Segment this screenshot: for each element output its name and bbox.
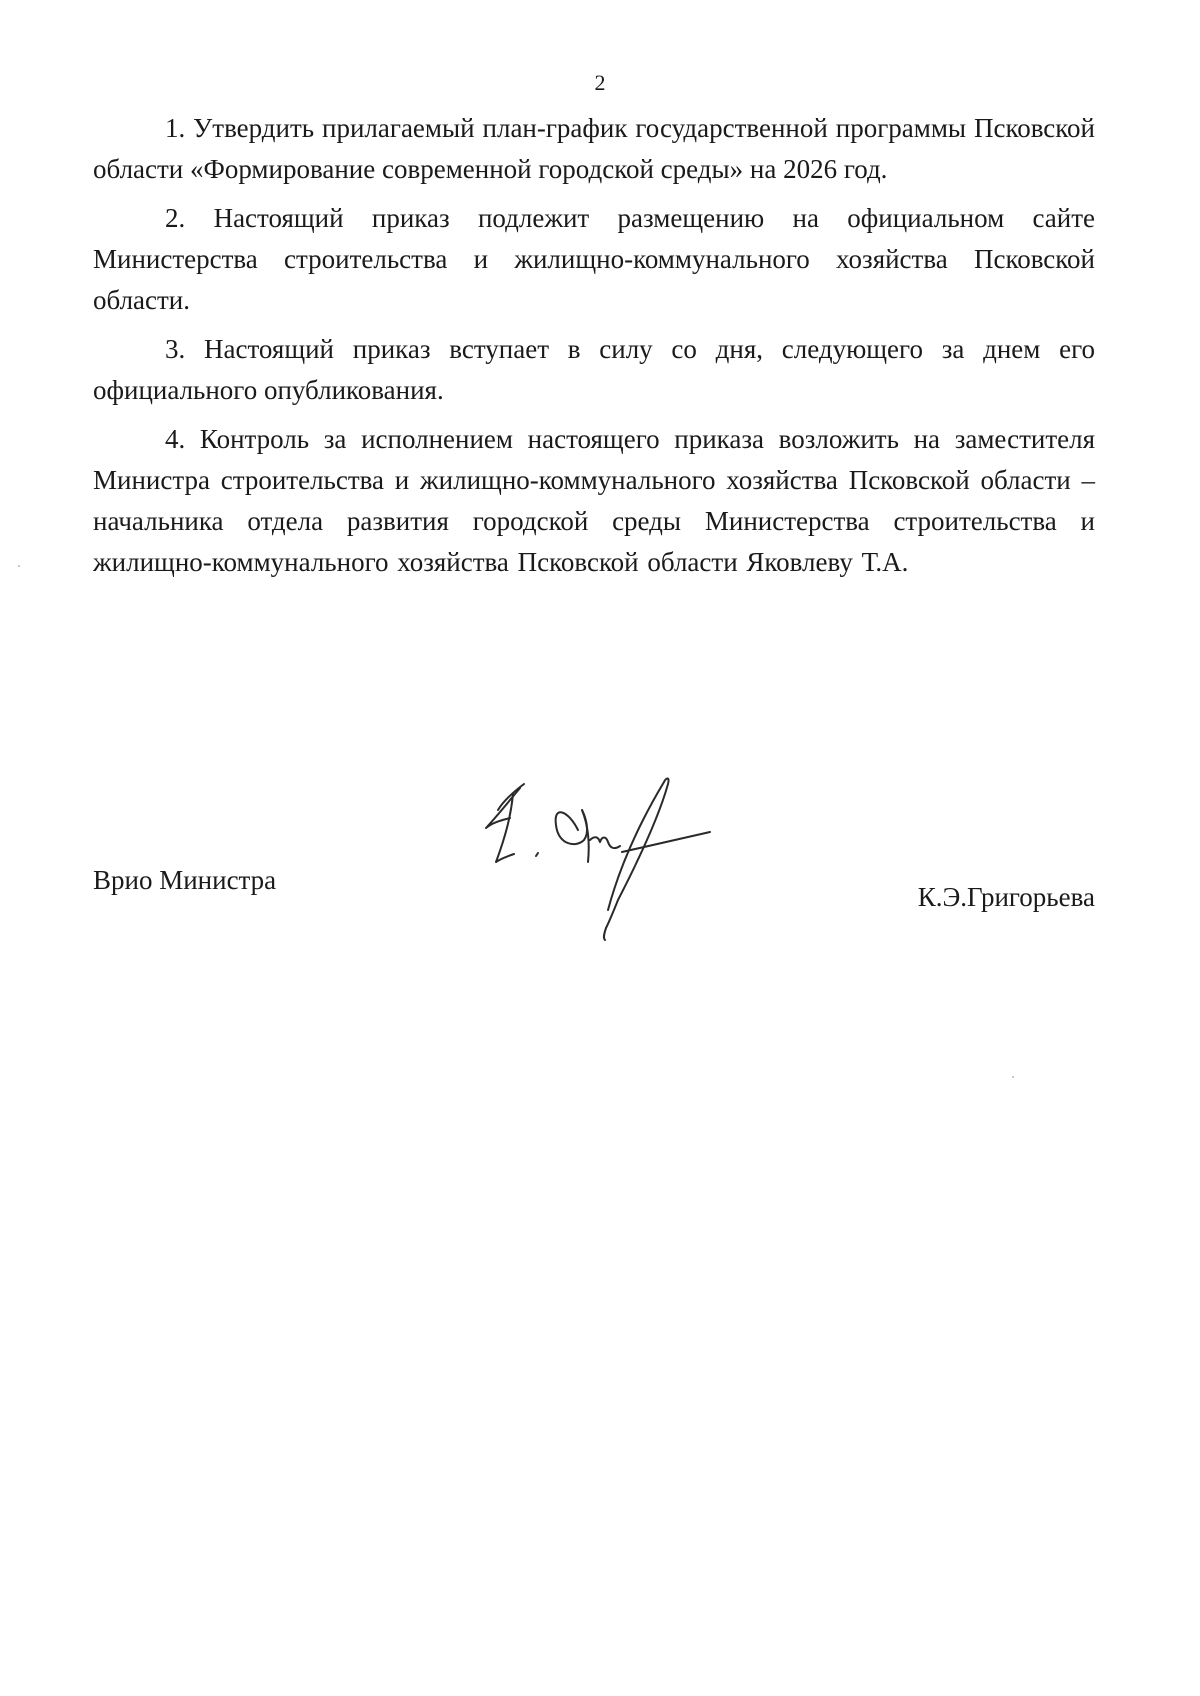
order-item-3: 3. Настоящий приказ вступает в силу со дня, следующего за днем его официального опубликования. <box>93 334 1095 405</box>
signatory-name: К.Э.Григорьева <box>917 882 1095 912</box>
order-item-2: 2. Настоящий приказ подлежит размещению на официальном сайте Министерства строительства и жилищно-коммунального хозяйства Псковской области. <box>93 203 1095 315</box>
order-item-4: 4. Контроль за исполнением настоящего приказа возложить на заместителя Министра строительства и жилищно-коммунального хозяйства Псковской области – начальника отдела развития городской среды Министерства строительства и жилищно-коммунального хозяйства Псковской области Яковлеву Т.А. <box>93 424 1095 577</box>
page-number: 2 <box>594 70 606 95</box>
order-body <box>93 108 1095 591</box>
signatory-position: Врио Министра <box>93 865 277 895</box>
scan-speck <box>18 565 20 567</box>
scan-speck <box>1012 1076 1014 1078</box>
signature-block <box>93 770 1095 940</box>
handwritten-signature <box>458 770 758 950</box>
order-item-1: 1. Утвердить прилагаемый план-график государственной программы Псковской области «Формирование современной городской среды» на 2026 год. <box>93 113 1095 184</box>
